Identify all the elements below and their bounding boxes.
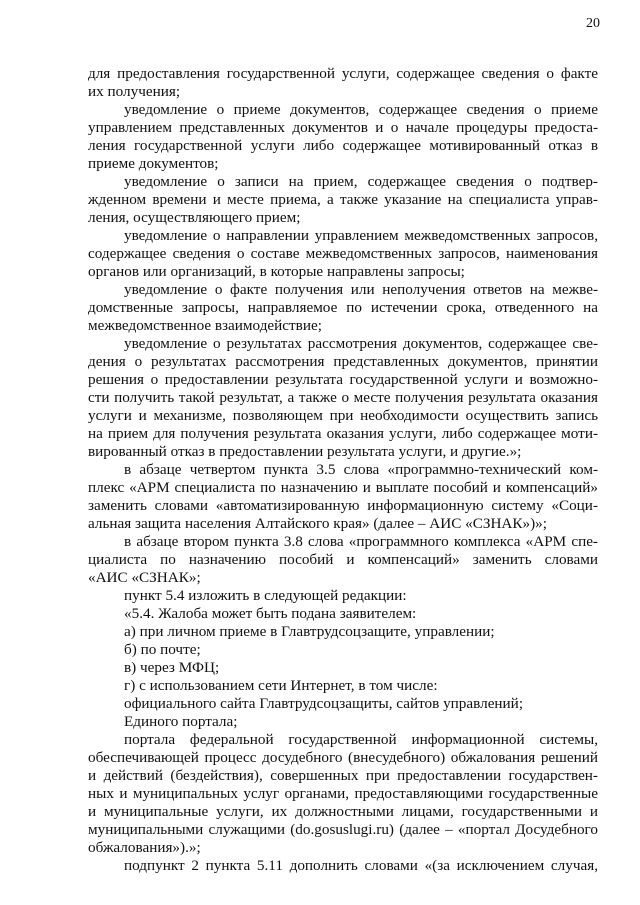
text-line: содержащее сведения о составе межведомственных запросов, наименования: [88, 245, 598, 262]
text-line: и муниципальные услуги, их должностными лицами, государственными и: [88, 803, 598, 820]
text-line: «5.4. Жалоба может быть подана заявителем:: [124, 605, 417, 622]
text-line: ления, осуществляющего прием;: [88, 209, 301, 226]
text-line: уведомление о направлении управлением межведомственных запросов,: [124, 227, 598, 244]
text-line: ных и муниципальных услуг органами, предоставляющими государственные: [88, 785, 598, 802]
text-line: обеспечивающей процесс досудебного (внесудебного) обжалования решений: [88, 749, 598, 766]
text-line: заменить словами «автоматизированную информационную систему «Соци-: [88, 497, 598, 514]
text-line: вированный отказ в предоставлении результата услуги, и другие.»;: [88, 443, 522, 460]
text-line: приеме документов;: [88, 155, 219, 172]
text-line: уведомление о факте получения или неполучения ответов на межве-: [124, 281, 598, 298]
text-line: в абзаце четвертом пункта 3.5 слова «программно-технический ком-: [124, 461, 598, 478]
text-line: уведомление о приеме документов, содержащее сведения о приеме: [124, 101, 598, 118]
text-line: домственные запросы, направляемое по истечении срока, отведенного на: [88, 299, 598, 316]
text-line: б) по почте;: [124, 641, 201, 658]
text-line: плекс «АРМ специалиста по назначению и выплате пособий и компенсаций»: [88, 479, 598, 496]
page-number: 20: [586, 16, 600, 31]
text-line: муниципальными служащими (do.gosuslugi.ru) (далее – «портал Досудебного: [88, 821, 598, 838]
text-line: их получения;: [88, 83, 181, 100]
text-line: управлением представленных документов и о начале процедуры предоста-: [88, 119, 598, 136]
text-line: в абзаце втором пункта 3.8 слова «программного комплекса «АРМ спе-: [124, 533, 598, 550]
text-line: г) с использованием сети Интернет, в том числе:: [124, 677, 438, 694]
text-line: дения о результатах рассмотрения представленных документов, принятии: [88, 353, 598, 370]
text-line: ления государственной услуги либо содержащее мотивированный отказ в: [88, 137, 598, 154]
text-line: портала федеральной государственной информационной системы,: [124, 731, 598, 748]
text-line: на прием для получения результата оказания услуги, либо содержащее моти-: [88, 425, 598, 442]
text-line: Единого портала;: [124, 713, 238, 730]
text-line: для предоставления государственной услуги, содержащее сведения о факте: [88, 65, 598, 82]
text-line: подпункт 2 пункта 5.11 дополнить словами «(за исключением случая,: [124, 857, 598, 874]
text-line: пункт 5.4 изложить в следующей редакции:: [124, 587, 407, 604]
text-line: и действий (бездействия), совершенных при предоставлении государствен-: [88, 767, 598, 784]
text-line: решения о предоставлении результата государственной услуги и возможно-: [88, 371, 598, 388]
text-line: уведомление о результатах рассмотрения документов, содержащее све-: [124, 335, 598, 352]
text-line: «АИС «СЗНАК»;: [88, 569, 201, 586]
text-line: в) через МФЦ;: [124, 659, 220, 676]
text-line: органов или организаций, в которые направлены запросы;: [88, 263, 465, 280]
text-line: услуги и механизме, позволяющем при необходимости осуществить запись: [88, 407, 598, 424]
text-line: альная защита населения Алтайского края» (далее – АИС «СЗНАК»)»;: [88, 515, 547, 532]
text-line: жденном времени и месте приема, а также указание на специалиста управ-: [88, 191, 598, 208]
text-line: циалиста по назначению пособий и компенсаций» заменить словами: [88, 551, 598, 568]
text-line: а) при личном приеме в Главтрудсоцзащите, управлении;: [124, 623, 495, 640]
text-line: официального сайта Главтрудсоцзащиты, сайтов управлений;: [124, 695, 524, 712]
text-line: уведомление о записи на прием, содержащее сведения о подтвер-: [124, 173, 598, 190]
text-line: межведомственное взаимодействие;: [88, 317, 322, 334]
text-line: обжалования»).»;: [88, 839, 201, 856]
text-line: сти получить такой результат, а также о месте получения результата оказания: [88, 389, 598, 406]
